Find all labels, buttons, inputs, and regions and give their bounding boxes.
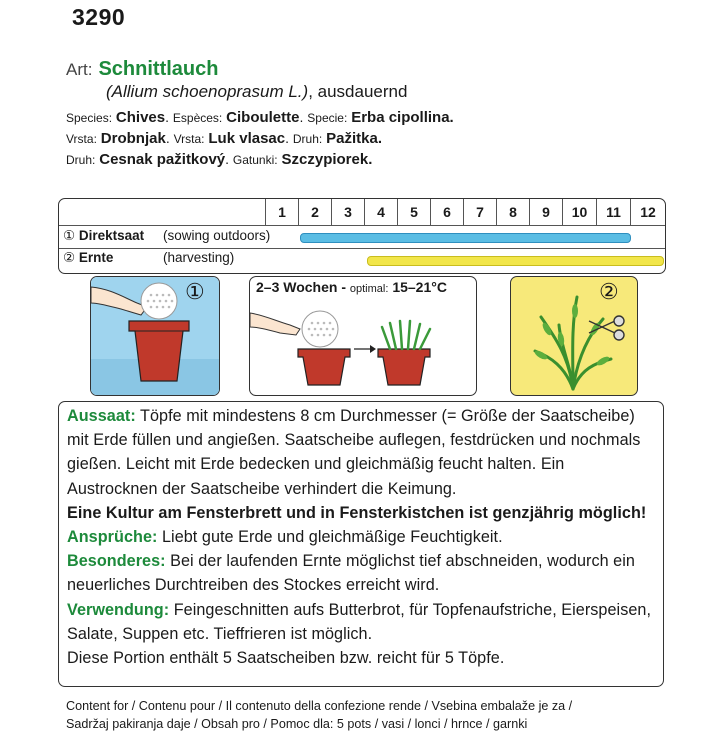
besonderes-paragraph: Besonderes: Bei der laufenden Ernte möglichst tief abschneiden, wodurch ein neuerliches Durchtreiben des Stockes erreicht wird. xyxy=(67,552,635,595)
aussaat-paragraph: Aussaat: Töpfe mit mindestens 8 cm Durchmesser (= Größe der Saatscheibe) mit Erde füllen und angießen. Saatscheibe auflegen, festdrücken und nochmals gießen. Leicht mit Erde bedecken und gleichmäßig feucht halten. Ein Austrocknen der Saatscheibe verhindert die Keimung. xyxy=(67,407,641,498)
latin-name-line xyxy=(106,82,407,102)
sowing-calendar xyxy=(58,198,666,274)
month-cell: 6 xyxy=(430,199,463,225)
plant-name: Schnittlauch xyxy=(98,58,219,80)
month-cell: 11 xyxy=(596,199,630,225)
instructions-panel xyxy=(58,401,664,687)
species-line-2: Vrsta: Drobnjak. Vrsta: Luk vlasac. Druh: Pažitka. xyxy=(66,130,382,147)
month-cell: 8 xyxy=(496,199,529,225)
month-cell: 4 xyxy=(364,199,397,225)
pictogram-germination xyxy=(249,276,477,396)
month-cell: 2 xyxy=(298,199,331,225)
title-line xyxy=(66,58,218,81)
calendar-divider xyxy=(59,225,665,226)
month-cell: 9 xyxy=(529,199,562,225)
germination-label: 2–3 Wochen - optimal: 15–21°C xyxy=(256,279,447,295)
portion-text: Diese Portion enthält 5 Saatscheiben bzw. reicht für 5 Töpfe. xyxy=(67,649,505,668)
month-cell: 10 xyxy=(562,199,596,225)
step-1-marker: ① xyxy=(185,279,205,304)
month-cell: 3 xyxy=(331,199,364,225)
content-footer xyxy=(66,697,646,733)
verwendung-paragraph: Verwendung: Feingeschnitten aufs Butterbrot, für Topfenaufstriche, Eierspeisen, Salate, Suppen etc. Tieffrieren ist möglich. xyxy=(67,600,651,643)
month-cell: 5 xyxy=(397,199,430,225)
footer-line-2: Sadržaj pakiranja daje / Obsah pro / Pomoc dla: 5 pots / vasi / lonci / hrnce / garnki xyxy=(66,717,528,731)
sowing-period-bar xyxy=(300,233,630,243)
calendar-row-harvest: ② Ernte (harvesting) xyxy=(63,250,235,265)
art-label: Art: xyxy=(66,60,93,79)
calendar-row-sowing: ① Direktsaat (sowing outdoors) xyxy=(63,228,271,243)
species-line-3: Druh: Cesnak pažitkový. Gatunki: Szczypiorek. xyxy=(66,151,373,168)
month-cell: 12 xyxy=(630,199,665,225)
latin-suffix: , ausdauernd xyxy=(308,82,408,101)
highlight-text: Eine Kultur am Fensterbrett und in Fensterkistchen ist genzjährig möglich! xyxy=(67,503,647,522)
month-cell: 1 xyxy=(265,199,298,225)
pictogram-sowing xyxy=(90,276,220,396)
step-2-marker: ② xyxy=(599,279,619,304)
ansprueche-paragraph: Ansprüche: Liebt gute Erde und gleichmäßige Feuchtigkeit. xyxy=(67,528,503,547)
product-code: 3290 xyxy=(72,4,126,30)
footer-line-1: Content for / Contenu pour / Il contenuto della confezione rende / Vsebina embalaže je za / xyxy=(66,699,573,713)
latin-name: (Allium schoenoprasum L.) xyxy=(106,82,309,101)
calendar-divider xyxy=(59,248,665,249)
species-line-1: Species: Chives. Espèces: Ciboulette. Specie: Erba cipollina. xyxy=(66,109,454,126)
pictogram-harvest xyxy=(510,276,638,396)
month-cell: 7 xyxy=(463,199,496,225)
harvest-period-bar xyxy=(367,256,664,266)
